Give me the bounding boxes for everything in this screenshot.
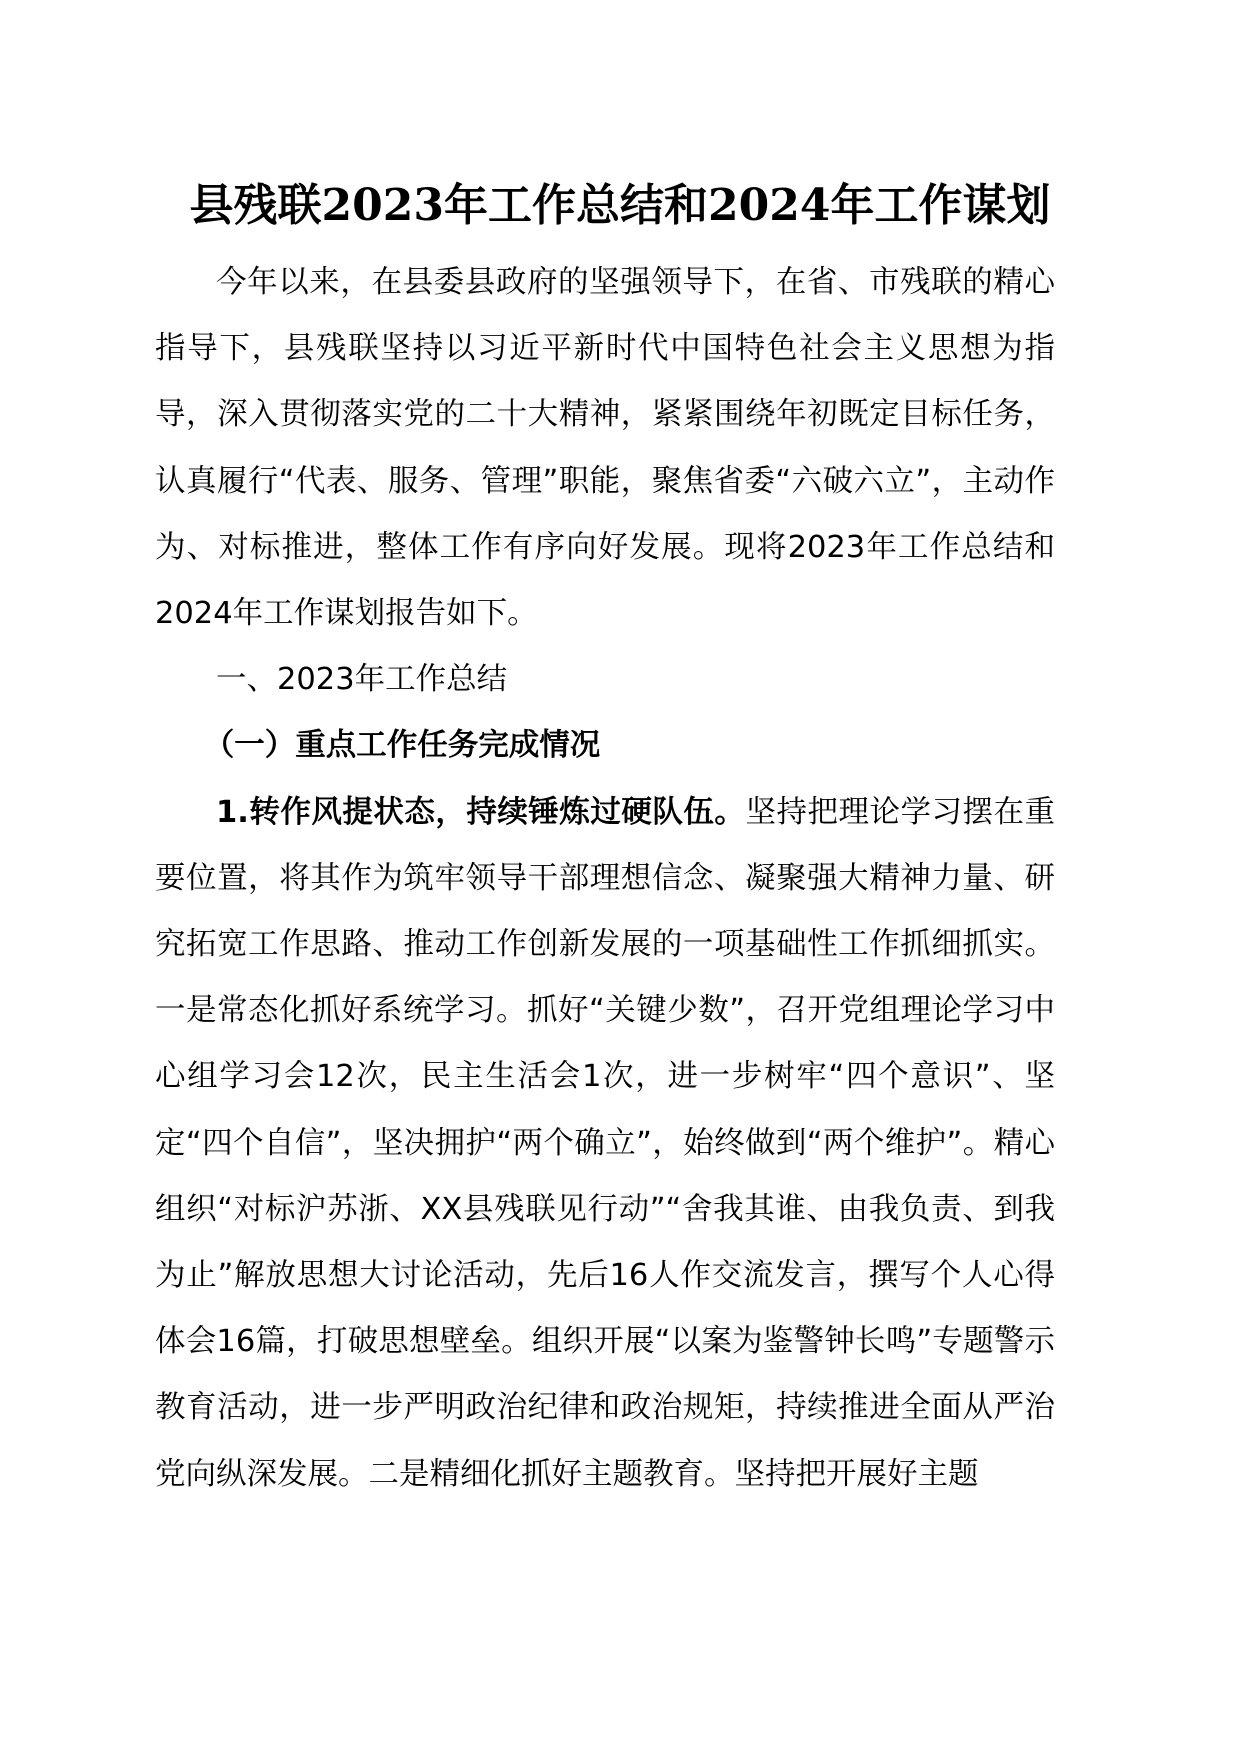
item-lead: 1.转作风提状态，持续锤炼过硬队伍。: [216, 794, 746, 830]
subsection-heading: （一）重点工作任务完成情况: [203, 728, 601, 764]
item-body: 坚持把理论学习摆在重要位置，将其作为筑牢领导干部理想信念、凝聚强大精神力量、研究拓宽工作思路、推动工作创新发展的一项基础性工作抓细抓实。一是常态化抓好系统学习。抓好“关键少数”，召开党组理论学习中心组学习会12次，民主生活会1次，进一步树牢“四个意识”、坚定“四个自信”，坚决拥护“两个确立”，始终做到“两个维护”。精心组织“对标沪苏浙、XX县残联见行动”“舍我其谁、由我负责、到我为止”解放思想大讨论活动，先后16人作交流发言，撰写个人心得体会16篇，打破思想壁垒。组织开展“以案为鉴警钟长鸣”专题警示教育活动，进一步严明政治纪律和政治规矩，持续推进全面从严治党向纵深发展。二是精细化抓好主题教育。坚持把开展好主题: [155, 794, 1056, 1492]
intro-paragraph: 今年以来，在县委县政府的坚强领导下，在省、市残联的精心指导下，县残联坚持以习近平新时代中国特色社会主义思想为指导，深入贯彻落实党的二十大精神，紧紧围绕年初既定目标任务，认真履行“代表、服务、管理”职能，聚焦省委“六破六立”，主动作为、对标推进，整体工作有序向好发展。现将2023年工作总结和2024年工作谋划报告如下。: [155, 265, 1055, 632]
document-title: 县残联2023年工作总结和2024年工作谋划: [189, 180, 1051, 231]
section-heading: 一、2023年工作总结: [216, 662, 508, 698]
document-body: [155, 250, 1055, 1508]
item-paragraph: [155, 780, 1055, 1508]
